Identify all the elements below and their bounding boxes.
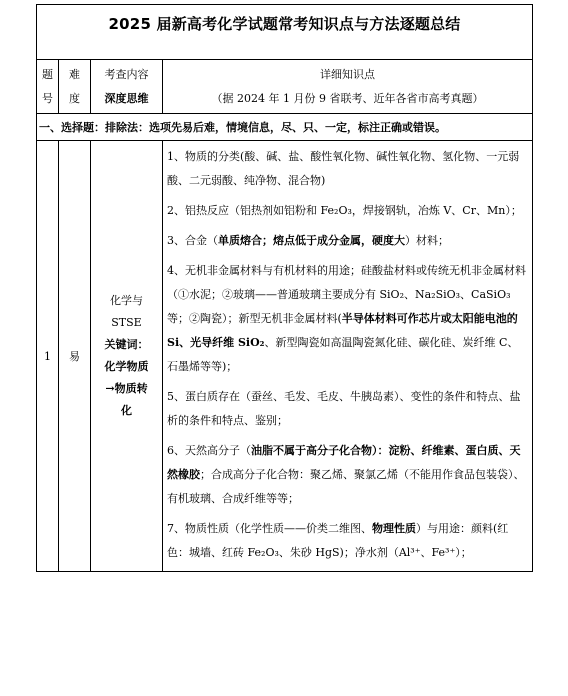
header-detail-line2: （据 2024 年 1 月份 9 省联考、近年各省市高考真题）: [211, 91, 484, 105]
header-topic-line2: 深度思维: [104, 91, 149, 105]
knowledge-point-text: 2、铝热反应（铝热剂如铝粉和 Fe₂O₃，焊接钢轨，冶炼 V、Cr、Mn）；: [167, 204, 522, 217]
knowledge-point: [167, 259, 529, 379]
question-difficulty: 易: [59, 141, 91, 572]
knowledge-point-text: 、新型陶瓷如高温陶瓷氮化硅、碳化硅、炭纤维 C、石墨烯等等)；: [167, 336, 519, 373]
knowledge-point: [167, 517, 529, 565]
knowledge-point-emphasis: 物理性质: [372, 522, 416, 535]
topic-keyword: 化学物质: [104, 360, 149, 373]
title-cell: [37, 5, 533, 60]
topic-line: 化学与: [110, 294, 143, 307]
header-diff-line1: 难: [69, 67, 80, 81]
page-title: 2025 届新高考化学试题常考知识点与方法逐题总结: [108, 15, 461, 33]
knowledge-point-emphasis: 半导体材料可作芯片或太阳能电池的 Si、光导纤维 SiO₂: [167, 312, 518, 349]
question-topic: [91, 141, 163, 572]
knowledge-points: [163, 141, 533, 572]
topic-keyword-label: 关键词：: [104, 338, 149, 351]
question-number: 1: [37, 141, 59, 572]
question-row: [37, 141, 533, 572]
knowledge-point: [167, 229, 529, 253]
header-topic-line1: 考查内容: [104, 67, 149, 81]
header-difficulty: [59, 60, 91, 114]
knowledge-point-emphasis: 油脂不属于高分子化合物）：淀粉、纤维素、蛋白质、天然橡胶: [167, 444, 521, 481]
document-page: [36, 4, 532, 692]
header-detail: [163, 60, 533, 114]
header-topic: [91, 60, 163, 114]
knowledge-point-text: 3、合金（: [167, 234, 218, 247]
header-diff-line2: 度: [69, 91, 80, 105]
knowledge-point-text: ）与用途：颜料(红色：城墙、红砖 Fe₂O₃、朱砂 HgS)；净水剂（Al³⁺、Fe³⁺）；: [167, 522, 509, 559]
header-num-line1: 题: [42, 67, 53, 81]
section-row: [37, 114, 533, 141]
header-row: [37, 60, 533, 114]
knowledge-point-text: 1、物质的分类(酸、碱、盐、酸性氧化物、碱性氧化物、氢化物、一元弱酸、二元弱酸、纯净物、混合物): [167, 150, 520, 187]
header-num-line2: 号: [42, 91, 53, 105]
knowledge-point: [167, 145, 529, 193]
knowledge-point-list: [167, 145, 529, 565]
knowledge-point: [167, 439, 529, 511]
knowledge-point-text: ；合成高分子化合物：聚乙烯、聚氯乙烯（不能用作食品包装袋）、有机玻璃、合成纤维等等；: [167, 468, 525, 505]
knowledge-point-text: 7、物质性质（化学性质——价类二维图、: [167, 522, 372, 535]
header-num: [37, 60, 59, 114]
knowledge-point: [167, 385, 529, 433]
knowledge-point-text: 5、蛋白质存在（蚕丝、毛发、毛皮、牛胰岛素）、变性的条件和特点、盐析的条件和特点、鉴别；: [167, 390, 521, 427]
topic-keyword: 化: [121, 404, 132, 417]
knowledge-point-text: ）材料；: [405, 234, 449, 247]
knowledge-point-text: 6、天然高分子（: [167, 444, 251, 457]
topic-line: STSE: [111, 316, 142, 329]
knowledge-point-emphasis: 单质熔合；熔点低于成分金属，硬度大: [218, 234, 405, 247]
knowledge-point: [167, 199, 529, 223]
section-heading: 一、选择题：排除法：选项先易后难，情境信息，尽、只、一定，标注正确或错误。: [37, 114, 533, 141]
title-row: [37, 5, 533, 60]
knowledge-point-text: 4、无机非金属材料与有机材料的用途；硅酸盐材料或传统无机非金属材料（①水泥；②玻璃——普通玻璃主要成分有 SiO₂、Na₂SiO₃、CaSiO₃ 等；②陶瓷）；新型无机非金属材料(: [167, 264, 526, 325]
topic-keyword: →物质转: [105, 382, 148, 395]
summary-table: [36, 4, 533, 572]
header-detail-line1: 详细知识点: [320, 67, 376, 81]
